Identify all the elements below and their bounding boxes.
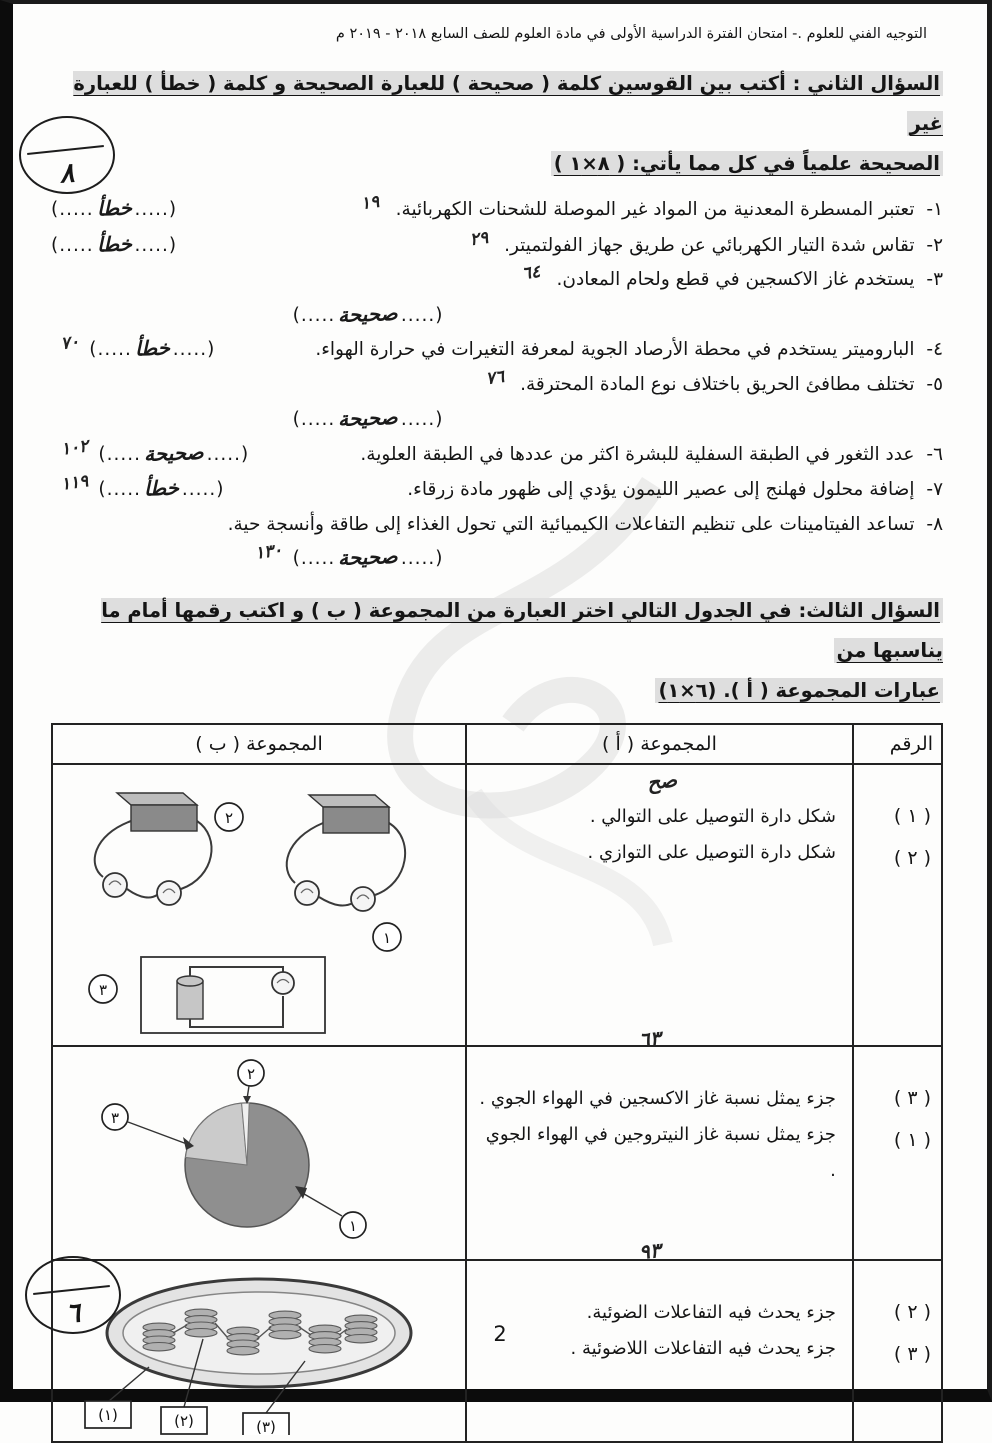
svg-text:٢: ٢ bbox=[224, 808, 234, 827]
matching-answer[interactable]: ( ٣ ) bbox=[893, 1342, 931, 1365]
circle-label-1-icon bbox=[373, 923, 401, 951]
question-2-section bbox=[51, 64, 943, 577]
q2-item-7 bbox=[51, 472, 943, 508]
circle-label-1-icon bbox=[295, 1186, 366, 1238]
number-cell bbox=[853, 1046, 942, 1260]
matching-answer[interactable]: ( ٣ ) bbox=[893, 1086, 931, 1109]
answer-blank[interactable]: (.....صحيحة.....) bbox=[98, 437, 249, 472]
column-header-group-a: المجموعة ( أ ) bbox=[466, 724, 853, 764]
answer-blank[interactable]: (.....خطأ.....) bbox=[98, 472, 224, 507]
item-number: ٧- bbox=[926, 479, 943, 500]
statement: شكل دارة التوصيل على التوازي . bbox=[587, 841, 836, 863]
item-number: ٦- bbox=[926, 443, 943, 465]
handwritten-answer: خطأ bbox=[143, 475, 180, 501]
circle-label-2-icon bbox=[238, 1060, 264, 1104]
parallel-circuit-illustration bbox=[95, 793, 212, 905]
statement: جزء يمثل نسبة غاز النيتروجين في الهواء الجوي . bbox=[485, 1123, 836, 1181]
handwritten-check: صح bbox=[645, 767, 679, 794]
item-number: ٤- bbox=[926, 339, 943, 360]
svg-text:(١): (١) bbox=[98, 1405, 118, 1424]
svg-text:٣: ٣ bbox=[98, 980, 108, 999]
matching-answer[interactable]: ( ١ ) bbox=[893, 1128, 931, 1151]
group-a-cell bbox=[466, 764, 853, 1046]
handwritten-answer: صحيحة bbox=[337, 543, 399, 571]
item-text: إضافة محلول فهلنج إلى عصير الليمون يؤدي إلى ظهور مادة زرقاء. bbox=[407, 479, 915, 500]
question-3-heading-line2 bbox=[51, 671, 943, 711]
group-b-cell bbox=[52, 764, 466, 1046]
question-2-subtitle: الصحيحة علمياً في كل مما يأتي: ( ٨×١ ) bbox=[551, 151, 943, 176]
svg-text:(٢): (٢) bbox=[174, 1411, 194, 1430]
handwritten-page-ref: ٧٠ bbox=[59, 331, 81, 355]
question-2-heading-line1 bbox=[51, 64, 943, 144]
answer-blank[interactable]: (.....خطأ.....) bbox=[89, 332, 215, 367]
question-2-items bbox=[51, 192, 943, 577]
item-text: عدد الثغور في الطبقة السفلية للبشرة اكثر من عددها في الطبقة العلوية. bbox=[360, 443, 915, 465]
column-header-group-b: المجموعة ( ب ) bbox=[52, 724, 466, 764]
part-label-box-1 bbox=[85, 1367, 149, 1428]
item-text: تعتبر المسطرة المعدنية من المواد غير الموصلة للشحنات الكهربائية. bbox=[395, 199, 915, 220]
group-a-cell bbox=[466, 1237, 853, 1442]
air-composition-pie-chart bbox=[57, 1053, 461, 1253]
circle-label-3-icon bbox=[102, 1104, 194, 1150]
number-cell bbox=[853, 1260, 942, 1442]
pie-chart bbox=[185, 1102, 309, 1226]
svg-text:١: ١ bbox=[382, 928, 392, 947]
circuit-diagrams bbox=[57, 771, 461, 1039]
statement: جزء يمثل نسبة غاز الاكسجين في الهواء الجوي . bbox=[479, 1087, 836, 1109]
handwritten-answer: خطأ bbox=[134, 335, 171, 361]
item-text: الباروميتر يستخدم في محطة الأرصاد الجوية لمعرفة التغيرات في حرارة الهواء. bbox=[315, 339, 915, 360]
answer-blank[interactable]: (.....خطأ.....) bbox=[51, 192, 177, 227]
handwritten-page-ref: ١١٩ bbox=[59, 471, 90, 495]
score-value: ٦ bbox=[64, 1297, 82, 1330]
answer-blank[interactable]: (.....صحيحة.....) bbox=[293, 541, 444, 576]
statement: جزء يحدث فيه التفاعلات الضوئية. bbox=[586, 1301, 836, 1323]
circle-label-3-icon bbox=[89, 975, 117, 1003]
number-cell bbox=[853, 764, 942, 1046]
q2-item-1 bbox=[51, 192, 943, 228]
table-row-pie bbox=[52, 1046, 942, 1260]
matching-answer[interactable]: ( ٢ ) bbox=[893, 1300, 931, 1323]
q2-item-2 bbox=[51, 228, 943, 264]
item-number: ١- bbox=[926, 199, 943, 220]
handwritten-check: ٩٣ bbox=[638, 1237, 663, 1264]
item-text: تساعد الفيتامينات على تنظيم التفاعلات الكيميائية التي تحول الغذاء إلى طاقة وأنسجة حية. bbox=[227, 513, 915, 535]
table-header-row bbox=[52, 724, 942, 764]
question-3-subtitle: عبارات المجموعة ( أ ). (٦×١) bbox=[655, 678, 943, 703]
table-row-chloroplast bbox=[52, 1260, 942, 1442]
score-fraction-line bbox=[28, 145, 105, 155]
item-text: تختلف مطافئ الحريق باختلاف نوع المادة المحترقة. bbox=[520, 373, 915, 395]
group-a-cell bbox=[466, 1025, 853, 1260]
handwritten-answer: صحيحة bbox=[143, 439, 204, 466]
item-number: ٣- bbox=[926, 269, 943, 290]
answer-blank[interactable]: (.....خطأ.....) bbox=[51, 228, 177, 263]
q2-item-5 bbox=[51, 368, 943, 437]
score-value: ٨ bbox=[58, 157, 76, 190]
item-text: تقاس شدة التيار الكهربائي عن طريق جهاز الفولتميتر. bbox=[504, 234, 915, 256]
question-3-title: السؤال الثالث: في الجدول التالي اختر العبارة من المجموعة ( ب ) و اكتب رقمها أمام ما يناسبها من bbox=[101, 598, 943, 662]
statement: جزء يحدث فيه التفاعلات اللاضوئية . bbox=[570, 1337, 836, 1359]
matching-answer[interactable]: ( ١ ) bbox=[893, 804, 931, 827]
handwritten-page-ref: ٧٦ bbox=[484, 366, 506, 389]
question-3-heading-line1 bbox=[51, 591, 943, 671]
q2-item-3 bbox=[51, 263, 943, 332]
handwritten-answer: خطأ bbox=[96, 230, 132, 257]
handwritten-answer: صحيحة bbox=[337, 404, 399, 432]
question-3-section bbox=[51, 591, 943, 1443]
column-header-number: الرقم bbox=[853, 724, 942, 764]
circle-label-2-icon bbox=[215, 803, 243, 831]
q2-item-8 bbox=[51, 508, 943, 577]
question-2-heading-line2 bbox=[51, 144, 943, 184]
svg-text:٢: ٢ bbox=[246, 1064, 256, 1083]
group-b-cell bbox=[52, 1046, 466, 1260]
page-header: التوجيه الفني للعلوم .- امتحان الفترة الدراسية الأولى في مادة العلوم للصف السابع ٢٠١٨ - ٢٠١٩ م bbox=[335, 26, 927, 42]
statement: شكل دارة التوصيل على التوالي . bbox=[589, 805, 836, 827]
handwritten-page-ref: ١٠٢ bbox=[59, 435, 90, 460]
handwritten-page-ref: ١٣٠ bbox=[253, 540, 284, 564]
handwritten-answer: خطأ bbox=[96, 195, 132, 221]
item-number: ٨- bbox=[926, 513, 943, 535]
q2-item-6 bbox=[51, 437, 943, 473]
matching-answer[interactable]: ( ٢ ) bbox=[893, 846, 931, 869]
score-fraction-line bbox=[34, 1285, 111, 1295]
score-circle-q2 bbox=[19, 116, 115, 194]
series-circuit-illustration bbox=[287, 795, 405, 911]
page-number: 2 bbox=[493, 1322, 507, 1346]
item-number: ٥- bbox=[926, 373, 943, 395]
handwritten-page-ref: ٢٩ bbox=[468, 227, 490, 250]
answer-blank[interactable]: (.....صحيحة.....) bbox=[293, 298, 444, 333]
handwritten-page-ref: ٦٤ bbox=[520, 261, 542, 285]
question-2-title: السؤال الثاني : أكتب بين القوسين كلمة ( صحيحة ) للعبارة الصحيحة و كلمة ( خطأ ) للعبارة غير bbox=[73, 72, 943, 135]
answer-blank[interactable]: (.....صحيحة.....) bbox=[293, 402, 444, 437]
svg-text:١: ١ bbox=[348, 1216, 358, 1235]
handwritten-page-ref: ١٩ bbox=[360, 191, 381, 215]
simple-circuit-illustration bbox=[141, 957, 325, 1033]
svg-text:٣: ٣ bbox=[110, 1108, 120, 1127]
table-row-circuits bbox=[52, 764, 942, 1046]
handwritten-answer: صحيحة bbox=[337, 300, 399, 327]
svg-text:(٣): (٣) bbox=[256, 1417, 276, 1435]
item-text: يستخدم غاز الاكسجين في قطع ولحام المعادن. bbox=[556, 269, 915, 290]
item-number: ٢- bbox=[926, 234, 943, 256]
handwritten-check: ٦٣ bbox=[638, 1025, 663, 1052]
